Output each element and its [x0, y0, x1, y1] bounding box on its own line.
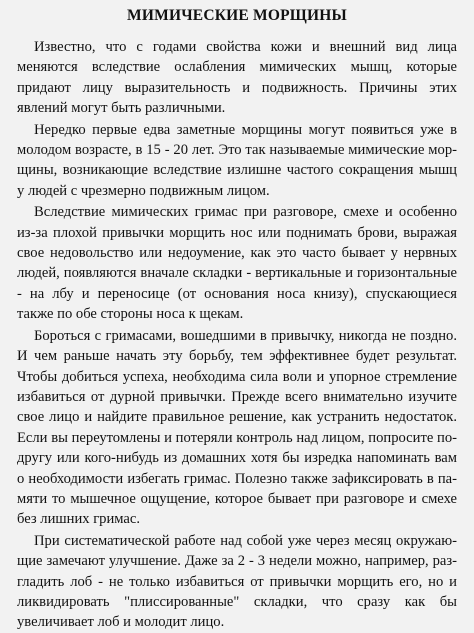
paragraph-1: Известно, что с годами свойства кожи и внешний вид лица меняются вследствие ослабления мимических мышц, которые придают лицу выразительность и подвижность. Причины этих явлений могут быть различными.: [17, 39, 457, 117]
paragraph-3: Вследствие мимических гримас при разговоре, смехе и особенно из-за плохой привычки морщить нос или поднимать брови, выражая свое недовольство или недоумение, как это часто бывает у нервных людей, появляются вначале складки - вертикальные и горизонтальные - на лбу и переносице (от основания носа книзу), спускающиеся также по обе стороны носа к щекам.: [17, 204, 457, 323]
paragraph-4: Бороться с гримасами, вошедшими в привычку, никогда не поздно. И чем раньше начать эту борьбу, тем эффективнее будет результат. Чтобы добиться успеха, необходима сила воли и упорное стремление избавиться от дурной привычки. Прежде всего внимательно изучите свое лицо и найдите правильное решение, как устранить недостаток. Если вы переутомлены и потеряли контроль над лицом, попросите подругу или кого-нибудь из домашних хотя бы изредка напоминать вам о необходимости избегать гримас. Полезно также зафиксировать в памяти то мышечное ощущение, которое бывает при разговоре и смехе без лишних гримас.: [17, 327, 457, 528]
paragraph-2: Нередко первые едва заметные морщины могут появиться уже в молодом возрасте, в 15 - 20 лет. Это так называемые мимические морщины, возникающие вследствие излишне частого сокращения мышц у людей с чрезмерно подвижным лицом.: [17, 121, 457, 199]
paragraph-5: При систематической работе над собой уже через месяц окружающие замечают улучшение. Даже за 2 - 3 недели можно, например, разгладить лоб - не только избавиться от привычки морщить его, но и ликвидировать "плиссированные" складки, что сразу как бы увеличивает лоб и молодит лицо.: [17, 532, 457, 631]
document-title: МИМИЧЕСКИЕ МОРЩИНЫ: [127, 7, 347, 24]
